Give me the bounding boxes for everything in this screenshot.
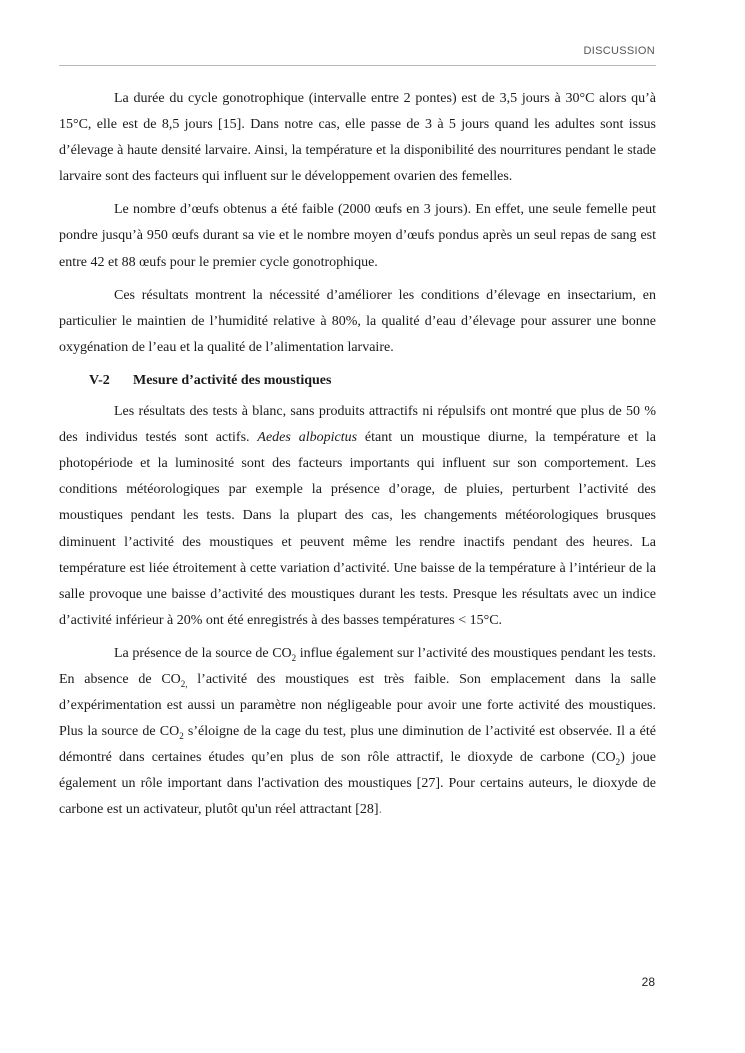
paragraph-nombre-oeufs: Le nombre d’œufs obtenus a été faible (2000 œufs en 3 jours). En effet, une seule femelle peut pondre jusqu’à 950 œufs durant sa vie et le nombre moyen d’œufs pondus après un seul repas de sang est entre 42 et 88 œufs pour le premier cycle gonotrophique. <box>59 202 656 270</box>
paragraph-conditions-elevage: Ces résultats montrent la nécessité d’améliorer les conditions d’élevage en insectarium, en particulier le maintien de l’humidité relative à 80%, la qualité d’eau d’élevage pour assurer une bonne oxygénation de l’eau et la qualité de l’alimentation larvaire. <box>59 287 656 355</box>
text-run: étant un moustique diurne, la température et la photopériode et la luminosité sont des facteurs importants qui influent sur son comportement. Les conditions météorologiques par exemple la présence d’orage, de pluies, perturbent l’activité des moustiques pendant les tests. Dans la plupart des cas, les changements météorologiques brusques diminuent l’activité des moustiques et peuvent même les rendre inactifs pendant des heures. La température est liée étroitement à cette variation d’activité. Une baisse de la température à l’intérieur de la salle provoque une baisse d’activité des moustiques durant les tests. Presque les résultats avec un indice d’activité inférieur à 20% ont été enregistrés à des basses températures < 15°C. <box>59 430 656 628</box>
text-run: influe également sur l’activité des moustiques pendant les tests. En absence de CO <box>59 645 656 687</box>
header-divider <box>59 65 656 66</box>
page-number: 28 <box>641 975 655 989</box>
subscript: 2 <box>179 730 184 741</box>
paragraph-source-co2 <box>59 641 656 824</box>
text-run: s’éloigne de la cage du test, plus une diminution de l’activité est observée. Il a été démontré dans certaines études qu’en plus de son rôle attractif, le dioxyde de carbone (CO <box>59 724 656 766</box>
section-number: V-2 <box>89 372 110 388</box>
text-run: Les résultats des tests à blanc, sans produits attractifs ni répulsifs ont montré que plus de 50 % des individus testés sont actifs. <box>59 404 656 446</box>
subscript: 2 <box>615 757 621 768</box>
text-run: l’activité des moustiques est très faible. Son emplacement dans la salle d’expérimentation est aussi un paramètre non négligeable pour avoir une forte activité des moustiques. Plus la source de CO <box>59 671 656 740</box>
running-header: DISCUSSION <box>583 45 655 57</box>
subscript: 2 <box>291 652 297 663</box>
text-run: La présence de la source de CO <box>114 645 292 661</box>
section-heading <box>89 368 656 394</box>
paragraph-tests-a-blanc <box>59 399 656 634</box>
page-body <box>59 86 656 831</box>
section-title: Mesure d’activité des moustiques <box>133 372 332 388</box>
subscript: 2, <box>180 678 188 689</box>
species-name: Aedes albopictus <box>257 430 358 446</box>
text-run: ) joue également un rôle important dans l'activation des moustiques [27]. Pour certains auteurs, le dioxyde de carbone est un activateur, plutôt qu'un réel attractant [28] <box>59 750 657 818</box>
paragraph-cycle-gonotrophique: La durée du cycle gonotrophique (intervalle entre 2 pontes) est de 3,5 jours à 30°C alors qu’à 15°C, elle est de 8,5 jours [15]. Dans notre cas, elle passe de 3 à 5 jours quand les adultes sont issus d’élevage à haute densité larvaire. Ainsi, la température et la disponibilité des nourritures pendant le stade larvaire sont des facteurs qui influent sur le développement ovarien des femelles. <box>59 91 656 185</box>
text-run: . <box>378 802 383 818</box>
